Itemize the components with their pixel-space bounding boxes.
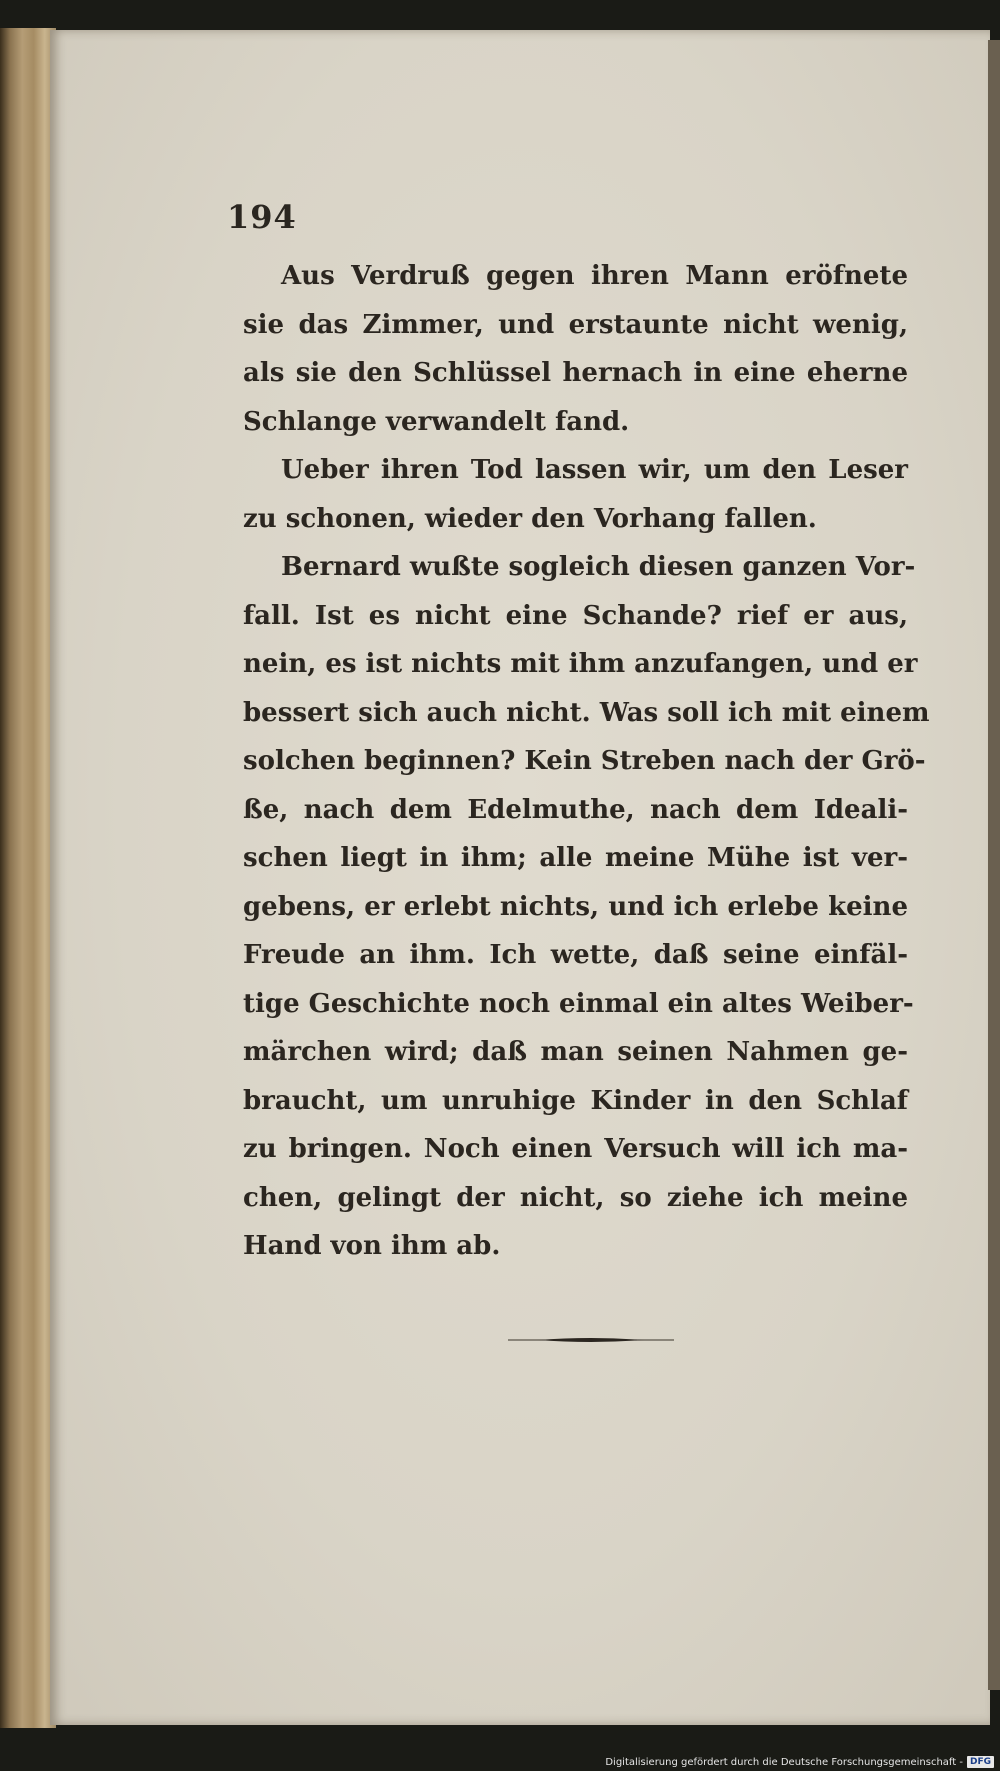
text-line: als sie den Schlüssel hernach in eine eherne xyxy=(243,358,908,388)
text-line: solchen beginnen? Kein Streben nach der Grö- xyxy=(243,746,926,776)
text-line: braucht, um unruhige Kinder in den Schlaf xyxy=(243,1085,908,1116)
text-line: bessert sich auch nicht. Was soll ich mit einem xyxy=(243,697,930,728)
text-line: Bernard wußte sogleich diesen ganzen Vor- xyxy=(281,552,916,582)
text-line: Aus Verdruß gegen ihren Mann eröfnete xyxy=(281,261,908,291)
text-line: ße, nach dem Edelmuthe, nach dem Ideali- xyxy=(243,794,908,825)
text-line: zu bringen. Noch einen Versuch will ich ma- xyxy=(243,1134,908,1164)
text-line: märchen wird; daß man seinen Nahmen ge- xyxy=(243,1037,908,1067)
paragraph-1 xyxy=(243,252,908,446)
digitization-credit xyxy=(605,1756,994,1768)
text-line: schen liegt in ihm; alle meine Mühe ist ver- xyxy=(243,843,908,873)
dfg-logo-icon: DFG xyxy=(967,1756,994,1768)
text-line: tige Geschichte noch einmal ein altes Weiber- xyxy=(243,988,914,1019)
page-number: 194 xyxy=(227,198,297,236)
text-line: nein, es ist nichts mit ihm anzufangen, und er xyxy=(243,649,918,679)
text-line: chen, gelingt der nicht, so ziehe ich meine xyxy=(243,1182,908,1213)
text-line: Ueber ihren Tod lassen wir, um den Leser xyxy=(281,455,908,485)
credit-text: Digitalisierung gefördert durch die Deutsche Forschungsgemeinschaft - xyxy=(605,1756,963,1768)
body-text xyxy=(243,252,930,1271)
text-line: Hand von ihm ab. xyxy=(243,1231,501,1261)
text-line: zu schonen, wieder den Vorhang fallen. xyxy=(243,503,817,534)
text-line: fall. Ist es nicht eine Schande? rief er aus, xyxy=(243,600,908,631)
paragraph-3 xyxy=(243,543,930,1271)
text-line: gebens, er erlebt nichts, und ich erlebe keine xyxy=(243,891,908,922)
text-line: Freude an ihm. Ich wette, daß seine einfäl- xyxy=(243,940,908,970)
text-line: sie das Zimmer, und erstaunte nicht wenig, xyxy=(243,309,908,340)
paragraph-2 xyxy=(243,446,908,543)
text-line: Schlange verwandelt fand. xyxy=(243,406,630,437)
book-spine-edge xyxy=(0,28,56,1728)
ornamental-rule xyxy=(508,1335,674,1345)
page-right-edge xyxy=(988,40,1000,1690)
